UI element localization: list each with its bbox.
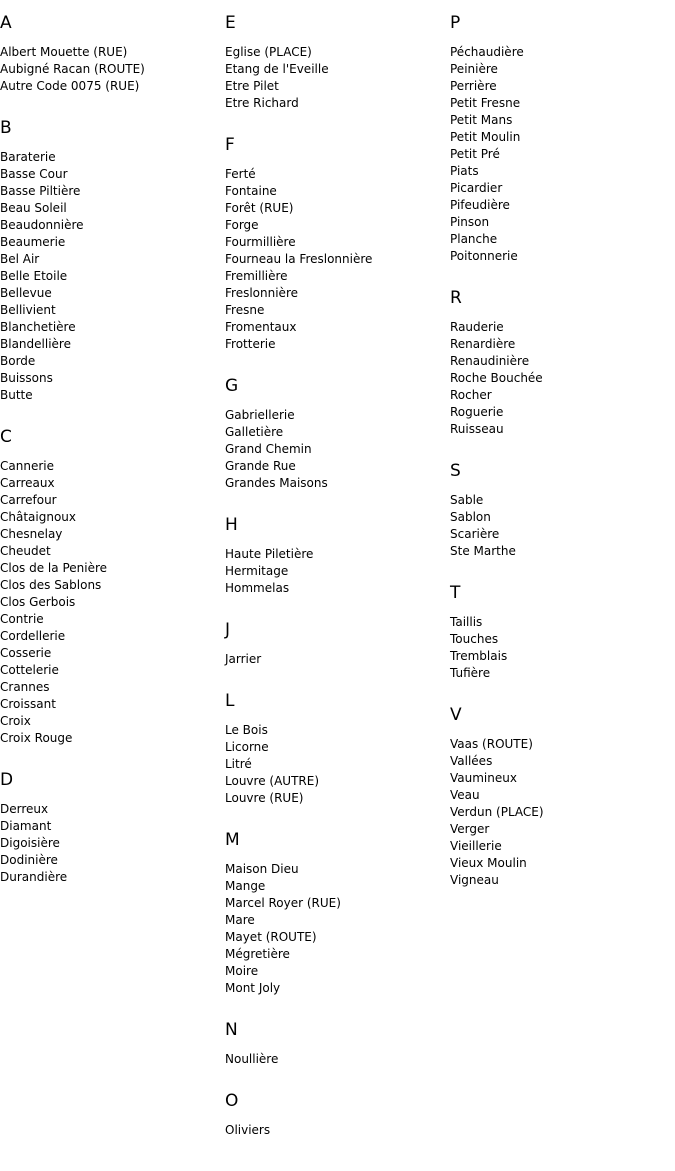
letter-heading: S (450, 461, 461, 481)
street-link[interactable]: Renaudinière (450, 354, 530, 368)
street-link[interactable]: Grand Chemin (225, 442, 312, 456)
letter-group (225, 515, 445, 597)
street-link[interactable]: Chesnelay (0, 527, 63, 541)
street-link[interactable]: Clos des Sablons (0, 578, 102, 592)
letter-group (225, 830, 445, 997)
letter-heading: D (0, 770, 14, 790)
street-link[interactable]: Sablon (450, 510, 491, 524)
street-list (0, 44, 220, 95)
street-link[interactable]: Forêt (RUE) (225, 201, 294, 215)
street-link[interactable]: Blandellière (0, 337, 71, 351)
street-list (450, 736, 670, 889)
street-link[interactable]: Hermitage (225, 564, 289, 578)
street-link[interactable]: Louvre (AUTRE) (225, 774, 319, 788)
street-link[interactable]: Pinson (450, 215, 490, 229)
street-link[interactable]: Bellivient (0, 303, 56, 317)
street-link[interactable]: Châtaignoux (0, 510, 77, 524)
street-link[interactable]: Noullière (225, 1052, 279, 1066)
street-link[interactable]: Hommelas (225, 581, 290, 595)
street-link[interactable]: Péchaudière (450, 45, 524, 59)
letter-group (225, 13, 445, 112)
street-link[interactable]: Vigneau (450, 873, 499, 887)
street-link[interactable]: Perrière (450, 79, 497, 93)
street-link[interactable]: Litré (225, 757, 252, 771)
letter-heading: G (225, 376, 239, 396)
street-link[interactable]: Carreaux (0, 476, 55, 490)
street-link[interactable]: Le Bois (225, 723, 268, 737)
letter-group (0, 427, 220, 747)
street-list (225, 407, 445, 492)
street-list (225, 44, 445, 112)
letter-group (0, 118, 220, 404)
street-link[interactable]: Beau Soleil (0, 201, 67, 215)
street-link[interactable]: Basse Cour (0, 167, 68, 181)
letter-heading: T (450, 583, 461, 603)
street-link[interactable]: Vieillerie (450, 839, 502, 853)
street-link[interactable]: Vaas (ROUTE) (450, 737, 533, 751)
street-link[interactable]: Planche (450, 232, 498, 246)
street-link[interactable]: Mange (225, 879, 266, 893)
street-link[interactable]: Contrie (0, 612, 44, 626)
street-list (450, 44, 670, 265)
letter-heading: E (225, 13, 236, 33)
street-link[interactable]: Ruisseau (450, 422, 504, 436)
street-link[interactable]: Butte (0, 388, 33, 402)
street-link[interactable]: Tufière (450, 666, 491, 680)
letter-heading: M (225, 830, 240, 850)
letter-heading: C (0, 427, 12, 447)
street-link[interactable]: Touches (450, 632, 499, 646)
street-link[interactable]: Basse Piltière (0, 184, 81, 198)
street-link[interactable]: Gabriellerie (225, 408, 295, 422)
street-link[interactable]: Sable (450, 493, 484, 507)
letter-heading: J (225, 620, 231, 640)
street-link[interactable]: Bellevue (0, 286, 52, 300)
street-link[interactable]: Renardière (450, 337, 516, 351)
street-link[interactable]: Etang de l'Eveille (225, 62, 329, 76)
street-link[interactable]: Croix Rouge (0, 731, 73, 745)
letter-group (450, 288, 670, 438)
street-link[interactable]: Verdun (PLACE) (450, 805, 544, 819)
street-link[interactable]: Marcel Royer (RUE) (225, 896, 341, 910)
street-link[interactable]: Ste Marthe (450, 544, 516, 558)
street-list (225, 1122, 445, 1139)
street-link[interactable]: Crannes (0, 680, 50, 694)
street-link[interactable]: Cottelerie (0, 663, 59, 677)
street-list (450, 319, 670, 438)
street-list (225, 722, 445, 807)
street-link[interactable]: Dodinière (0, 853, 58, 867)
street-link[interactable]: Roguerie (450, 405, 504, 419)
letter-group (225, 1020, 445, 1068)
street-link[interactable]: Peinière (450, 62, 498, 76)
street-list (225, 166, 445, 353)
street-link[interactable]: Carrefour (0, 493, 57, 507)
street-link[interactable]: Durandière (0, 870, 68, 884)
street-link[interactable]: Belle Etoile (0, 269, 68, 283)
street-link[interactable]: Baraterie (0, 150, 56, 164)
street-link[interactable]: Licorne (225, 740, 269, 754)
street-link[interactable]: Derreux (0, 802, 49, 816)
street-link[interactable]: Rocher (450, 388, 492, 402)
letter-heading: V (450, 705, 462, 725)
street-link[interactable]: Tremblais (450, 649, 508, 663)
street-link[interactable]: Beaudonnière (0, 218, 84, 232)
street-link[interactable]: Croix (0, 714, 31, 728)
street-link[interactable]: Diamant (0, 819, 52, 833)
street-link[interactable]: Cheudet (0, 544, 51, 558)
street-list (450, 614, 670, 682)
street-link[interactable]: Clos de la Penière (0, 561, 108, 575)
street-list (0, 458, 220, 747)
street-link[interactable]: Autre Code 0075 (RUE) (0, 79, 140, 93)
street-link[interactable]: Croissant (0, 697, 56, 711)
index-column (450, 13, 670, 912)
letter-group (225, 691, 445, 807)
street-link[interactable]: Haute Piletière (225, 547, 314, 561)
street-link[interactable]: Ferté (225, 167, 256, 181)
street-link[interactable]: Vallées (450, 754, 493, 768)
street-link[interactable]: Petit Mans (450, 113, 513, 127)
street-list (225, 651, 445, 668)
street-link[interactable]: Grandes Maisons (225, 476, 328, 490)
street-link[interactable]: Poitonnerie (450, 249, 518, 263)
street-link[interactable]: Fontaine (225, 184, 277, 198)
street-link[interactable]: Cordellerie (0, 629, 66, 643)
street-link[interactable]: Moire (225, 964, 259, 978)
letter-heading: R (450, 288, 462, 308)
letter-group (0, 770, 220, 886)
street-list (225, 1051, 445, 1068)
street-link[interactable]: Veau (450, 788, 480, 802)
street-link[interactable]: Frotterie (225, 337, 276, 351)
street-link[interactable]: Fromentaux (225, 320, 297, 334)
street-link[interactable]: Picardier (450, 181, 503, 195)
letter-group (450, 461, 670, 560)
street-link[interactable]: Grande Rue (225, 459, 296, 473)
street-link[interactable]: Maison Dieu (225, 862, 299, 876)
street-link[interactable]: Rauderie (450, 320, 504, 334)
letter-group (225, 1091, 445, 1139)
street-link[interactable]: Eglise (PLACE) (225, 45, 312, 59)
street-list (450, 492, 670, 560)
street-link[interactable]: Mégretière (225, 947, 290, 961)
street-link[interactable]: Bel Air (0, 252, 40, 266)
street-link[interactable]: Taillis (450, 615, 483, 629)
street-link[interactable]: Digoisière (0, 836, 60, 850)
street-link[interactable]: Aubigné Racan (ROUTE) (0, 62, 145, 76)
street-link[interactable]: Petit Pré (450, 147, 500, 161)
street-list (0, 149, 220, 404)
letter-heading: P (450, 13, 461, 33)
street-list (225, 546, 445, 597)
street-link[interactable]: Petit Fresne (450, 96, 521, 110)
street-link[interactable]: Fourmillière (225, 235, 296, 249)
street-link[interactable]: Clos Gerbois (0, 595, 76, 609)
street-link[interactable]: Freslonnière (225, 286, 298, 300)
street-link[interactable]: Piats (450, 164, 479, 178)
letter-group (225, 620, 445, 668)
letter-group (225, 376, 445, 492)
letter-heading: A (0, 13, 12, 33)
street-link[interactable]: Vieux Moulin (450, 856, 527, 870)
street-link[interactable]: Fresne (225, 303, 265, 317)
index-column (0, 13, 220, 909)
street-link[interactable]: Vaumineux (450, 771, 517, 785)
street-list (225, 861, 445, 997)
letter-heading: F (225, 135, 235, 155)
street-link[interactable]: Cannerie (0, 459, 54, 473)
street-link[interactable]: Mont Joly (225, 981, 281, 995)
letter-heading: O (225, 1091, 239, 1111)
street-link[interactable]: Oliviers (225, 1123, 271, 1137)
street-link[interactable]: Etre Richard (225, 96, 299, 110)
street-link[interactable]: Albert Mouette (RUE) (0, 45, 128, 59)
street-link[interactable]: Blanchetière (0, 320, 76, 334)
street-link[interactable]: Pifeudière (450, 198, 510, 212)
street-link[interactable]: Cosserie (0, 646, 52, 660)
letter-group (225, 135, 445, 353)
street-link[interactable]: Scarière (450, 527, 500, 541)
street-link[interactable]: Louvre (RUE) (225, 791, 304, 805)
letter-group (450, 705, 670, 889)
street-list (0, 801, 220, 886)
letter-heading: L (225, 691, 235, 711)
street-link[interactable]: Mayet (ROUTE) (225, 930, 317, 944)
index-column (225, 13, 445, 1162)
street-link[interactable]: Galletière (225, 425, 284, 439)
street-link[interactable]: Beaumerie (0, 235, 66, 249)
street-link[interactable]: Petit Moulin (450, 130, 521, 144)
street-link[interactable]: Fourneau la Freslonnière (225, 252, 373, 266)
street-link[interactable]: Verger (450, 822, 490, 836)
letter-group (450, 13, 670, 265)
street-link[interactable]: Roche Bouchée (450, 371, 543, 385)
street-link[interactable]: Fremillière (225, 269, 288, 283)
street-link[interactable]: Jarrier (225, 652, 262, 666)
letter-group (450, 583, 670, 682)
street-link[interactable]: Mare (225, 913, 255, 927)
street-link[interactable]: Etre Pilet (225, 79, 279, 93)
letter-heading: N (225, 1020, 238, 1040)
street-link[interactable]: Forge (225, 218, 259, 232)
street-link[interactable]: Buissons (0, 371, 53, 385)
letter-group (0, 13, 220, 95)
letter-heading: B (0, 118, 12, 138)
letter-heading: H (225, 515, 238, 535)
street-link[interactable]: Borde (0, 354, 36, 368)
